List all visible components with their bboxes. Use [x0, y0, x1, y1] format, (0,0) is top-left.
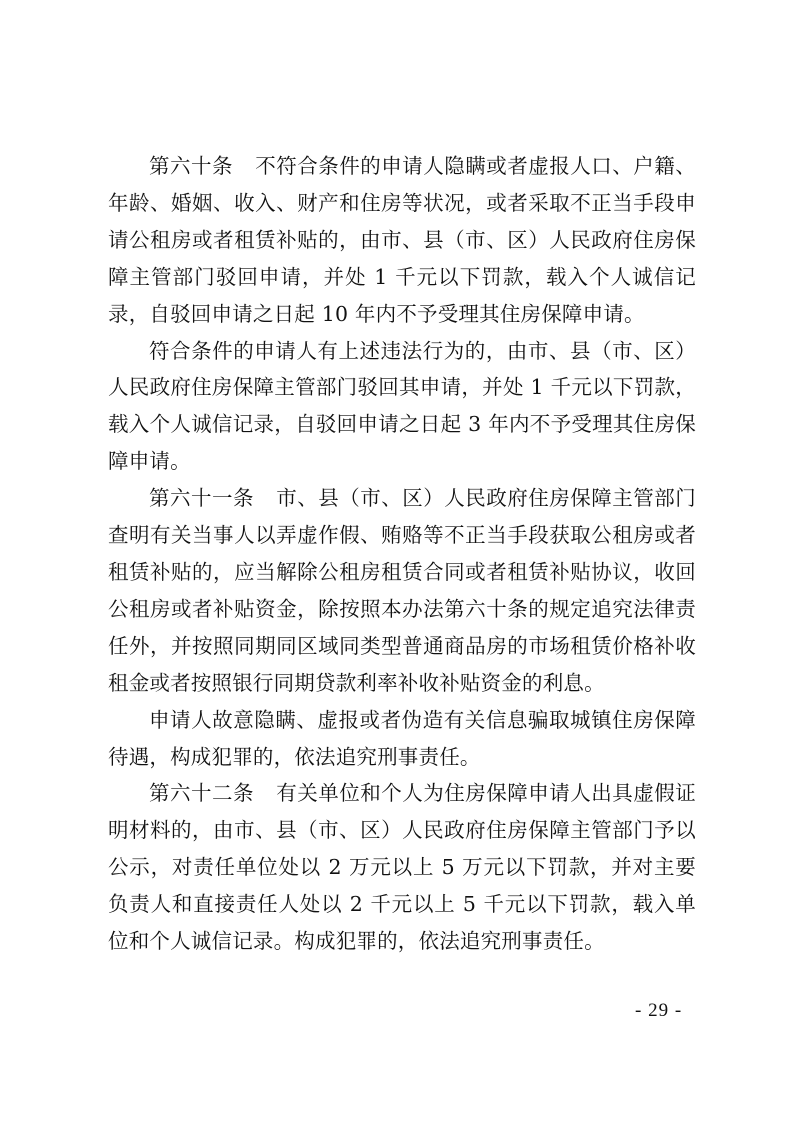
article-60-text: 不符合条件的申请人隐瞒或者虚报人口、户籍、年龄、婚姻、收入、财产和住房等状况，或者采取不正当手段申请公租房或者租赁补贴的，由市、县（市、区）人民政府住房保障主管部门驳回申请，并处 1 千元以下罚款，载入个人诚信记录，自驳回申请之日起 10 年内不予受理其住房保障申请。	[108, 154, 696, 326]
page-number: - 29 -	[635, 1000, 683, 1021]
article-60-paragraph	[108, 148, 696, 333]
article-60-heading: 第六十条	[149, 154, 233, 178]
document-body	[108, 148, 696, 960]
article-61-text: 市、县（市、区）人民政府住房保障主管部门查明有关当事人以弄虚作假、贿赂等不正当手段获取公租房或者租赁补贴的，应当解除公租房租赁合同或者租赁补贴协议，收回公租房或者补贴资金，除按照本办法第六十条的规定追究法律责任外，并按照同期同区域同类型普通商品房的市场租赁价格补收租金或者按照银行同期贷款利率补收补贴资金的利息。	[108, 486, 696, 695]
article-62-paragraph	[108, 775, 696, 960]
article-62-text: 有关单位和个人为住房保障申请人出具虚假证明材料的，由市、县（市、区）人民政府住房保障主管部门予以公示，对责任单位处以 2 万元以上 5 万元以下罚款，并对主要负责人和直接责任人处以 2 千元以上 5 千元以下罚款，载入单位和个人诚信记录。构成犯罪的，依法追究刑事责任。	[108, 781, 696, 954]
article-60-clause-2-text: 符合条件的申请人有上述违法行为的，由市、县（市、区）人民政府住房保障主管部门驳回其申请，并处 1 千元以下罚款，载入个人诚信记录，自驳回申请之日起 3 年内不予受理其住房保障申请。	[108, 338, 696, 474]
article-61-paragraph	[108, 480, 696, 701]
article-62-heading: 第六十二条	[149, 781, 254, 806]
article-61-clause-2	[108, 702, 696, 776]
article-60-clause-2	[108, 333, 696, 481]
article-61-heading: 第六十一条	[149, 486, 254, 511]
article-61-clause-2-text: 申请人故意隐瞒、虚报或者伪造有关信息骗取城镇住房保障待遇，构成犯罪的，依法追究刑事责任。	[108, 707, 696, 769]
